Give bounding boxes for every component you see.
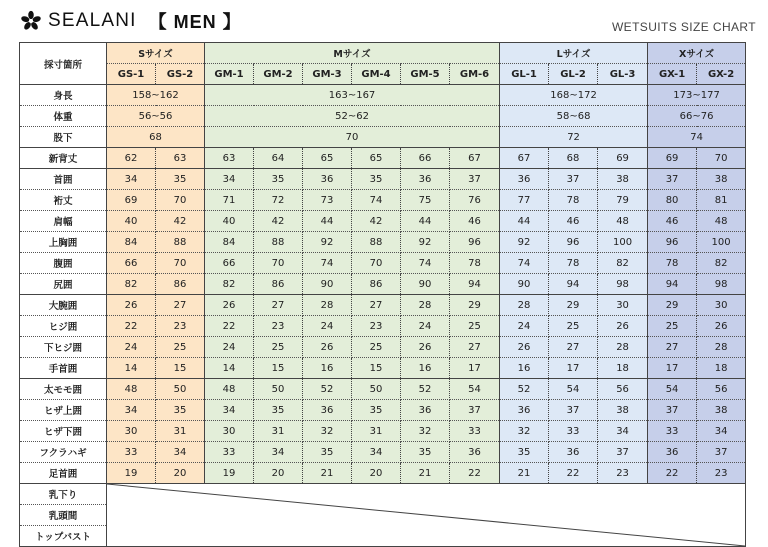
- measurement-value: 54: [450, 379, 500, 400]
- measurement-value: 31: [156, 421, 205, 442]
- measurement-value: 173~177: [648, 85, 746, 106]
- measurement-value: 23: [254, 316, 303, 337]
- model-header-row: [20, 64, 746, 85]
- measurement-value: 25: [549, 316, 598, 337]
- measurement-value: 18: [697, 358, 746, 379]
- measurement-row: [20, 127, 746, 148]
- measurement-label: 肩幅: [20, 211, 107, 232]
- measurement-value: 46: [549, 211, 598, 232]
- measurement-value: 22: [205, 316, 254, 337]
- measurement-value: 92: [401, 232, 450, 253]
- measurement-value: 17: [549, 358, 598, 379]
- measurement-point-header: 採寸箇所: [20, 43, 107, 85]
- brand-subtitle: 【 MEN 】: [148, 12, 242, 32]
- measurement-value: 37: [450, 169, 500, 190]
- model-header: GM-1: [205, 64, 254, 85]
- measurement-value: 70: [352, 253, 401, 274]
- measurement-value: 63: [156, 148, 205, 169]
- measurement-value: 36: [648, 442, 697, 463]
- measurement-value: 94: [450, 274, 500, 295]
- measurement-value: 66: [401, 148, 450, 169]
- measurement-value: 16: [303, 358, 352, 379]
- measurement-value: 23: [156, 316, 205, 337]
- measurement-value: 74: [401, 253, 450, 274]
- measurement-value: 26: [697, 316, 746, 337]
- measurement-value: 35: [401, 442, 450, 463]
- measurement-value: 19: [205, 463, 254, 484]
- measurement-row: [20, 421, 746, 442]
- measurement-value: 36: [450, 442, 500, 463]
- measurement-value: 76: [450, 190, 500, 211]
- measurement-value: 75: [401, 190, 450, 211]
- measurement-value: 52: [500, 379, 549, 400]
- measurement-row: [20, 106, 746, 127]
- measurement-value: 30: [107, 421, 156, 442]
- measurement-value: 86: [156, 274, 205, 295]
- page-header: [0, 0, 768, 40]
- measurement-value: 20: [254, 463, 303, 484]
- measurement-value: 27: [450, 337, 500, 358]
- measurement-value: 17: [450, 358, 500, 379]
- measurement-value: 70: [697, 148, 746, 169]
- measurement-value: 168~172: [500, 85, 648, 106]
- measurement-value: 37: [549, 400, 598, 421]
- measurement-value: 32: [401, 421, 450, 442]
- measurement-value: 35: [352, 400, 401, 421]
- measurement-label: 裄丈: [20, 190, 107, 211]
- measurement-label: 大腕囲: [20, 295, 107, 316]
- measurement-value: 40: [107, 211, 156, 232]
- measurement-value: 25: [450, 316, 500, 337]
- measurement-value: 34: [107, 169, 156, 190]
- measurement-value: 50: [254, 379, 303, 400]
- measurement-value: 80: [648, 190, 697, 211]
- measurement-value: 25: [648, 316, 697, 337]
- measurement-value: 82: [107, 274, 156, 295]
- measurement-value: 42: [156, 211, 205, 232]
- measurement-value: 35: [254, 169, 303, 190]
- measurement-value: 35: [156, 169, 205, 190]
- measurement-value: 48: [205, 379, 254, 400]
- model-header: GX-2: [697, 64, 746, 85]
- model-header: GM-3: [303, 64, 352, 85]
- measurement-value: 42: [352, 211, 401, 232]
- measurement-value: 48: [697, 211, 746, 232]
- measurement-value: 28: [303, 295, 352, 316]
- measurement-value: 28: [401, 295, 450, 316]
- measurement-value: 15: [352, 358, 401, 379]
- model-header: GS-1: [107, 64, 156, 85]
- measurement-row: [20, 379, 746, 400]
- measurement-value: 92: [500, 232, 549, 253]
- model-header: GM-5: [401, 64, 450, 85]
- measurement-value: 70: [156, 190, 205, 211]
- measurement-label: トップバスト: [20, 526, 107, 547]
- measurement-value: 52: [303, 379, 352, 400]
- measurement-value: 96: [549, 232, 598, 253]
- measurement-value: 26: [598, 316, 648, 337]
- measurement-value: 37: [450, 400, 500, 421]
- measurement-value: 30: [697, 295, 746, 316]
- measurement-value: 72: [254, 190, 303, 211]
- measurement-label: ヒザ下囲: [20, 421, 107, 442]
- measurement-value: 27: [156, 295, 205, 316]
- measurement-value: 26: [401, 337, 450, 358]
- measurement-value: 50: [352, 379, 401, 400]
- measurement-value: 62: [107, 148, 156, 169]
- measurement-value: 98: [697, 274, 746, 295]
- measurement-value: 66: [205, 253, 254, 274]
- measurement-value: 23: [598, 463, 648, 484]
- measurement-value: 28: [598, 337, 648, 358]
- measurement-value: 44: [303, 211, 352, 232]
- measurement-value: 69: [598, 148, 648, 169]
- measurement-row: [20, 400, 746, 421]
- measurement-value: 82: [598, 253, 648, 274]
- measurement-value: 27: [549, 337, 598, 358]
- measurement-value: 36: [549, 442, 598, 463]
- measurement-value: 15: [156, 358, 205, 379]
- measurement-label: 尻囲: [20, 274, 107, 295]
- measurement-value: 22: [648, 463, 697, 484]
- measurement-value: 26: [107, 295, 156, 316]
- measurement-value: 96: [450, 232, 500, 253]
- measurement-value: 24: [401, 316, 450, 337]
- measurement-row: [20, 274, 746, 295]
- measurement-value: 36: [303, 400, 352, 421]
- model-header: GX-1: [648, 64, 697, 85]
- measurement-value: 88: [352, 232, 401, 253]
- measurement-value: 38: [697, 169, 746, 190]
- measurement-value: 84: [107, 232, 156, 253]
- measurement-value: 29: [450, 295, 500, 316]
- measurement-label: 股下: [20, 127, 107, 148]
- measurement-value: 163~167: [205, 85, 500, 106]
- measurement-value: 70: [205, 127, 500, 148]
- measurement-value: 25: [156, 337, 205, 358]
- measurement-value: 36: [401, 169, 450, 190]
- measurement-value: 33: [648, 421, 697, 442]
- measurement-value: 58~68: [500, 106, 648, 127]
- measurement-value: 36: [303, 169, 352, 190]
- brand-name: SEALANI: [48, 10, 137, 31]
- measurement-value: 46: [648, 211, 697, 232]
- measurement-label: 首囲: [20, 169, 107, 190]
- measurement-value: 90: [303, 274, 352, 295]
- measurement-value: 29: [549, 295, 598, 316]
- measurement-value: 88: [254, 232, 303, 253]
- measurement-value: 17: [648, 358, 697, 379]
- measurement-value: 100: [697, 232, 746, 253]
- measurement-value: 27: [648, 337, 697, 358]
- measurement-value: 24: [107, 337, 156, 358]
- measurement-value: 100: [598, 232, 648, 253]
- measurement-label: 足首囲: [20, 463, 107, 484]
- chart-title: WETSUITS SIZE CHART: [611, 20, 756, 34]
- measurement-value: 35: [352, 169, 401, 190]
- measurement-value: 21: [500, 463, 549, 484]
- measurement-value: 68: [549, 148, 598, 169]
- measurement-value: 23: [352, 316, 401, 337]
- measurement-value: 88: [156, 232, 205, 253]
- model-header: GS-2: [156, 64, 205, 85]
- measurement-row: [20, 442, 746, 463]
- measurement-value: 33: [107, 442, 156, 463]
- sea-flower-logo-icon: [20, 10, 42, 32]
- measurement-value: 27: [254, 295, 303, 316]
- measurement-label: 手首囲: [20, 358, 107, 379]
- measurement-value: 35: [303, 442, 352, 463]
- measurement-label: ヒザ上囲: [20, 400, 107, 421]
- measurement-value: 31: [352, 421, 401, 442]
- measurement-value: 73: [303, 190, 352, 211]
- measurement-value: 37: [648, 400, 697, 421]
- measurement-row: [20, 169, 746, 190]
- measurement-value: 42: [254, 211, 303, 232]
- measurement-value: 82: [205, 274, 254, 295]
- model-header: GM-4: [352, 64, 401, 85]
- measurement-value: 35: [254, 400, 303, 421]
- measurement-value: 37: [598, 442, 648, 463]
- measurement-value: 48: [107, 379, 156, 400]
- measurement-value: 56: [697, 379, 746, 400]
- measurement-value: 84: [205, 232, 254, 253]
- measurement-value: 35: [500, 442, 549, 463]
- measurement-value: 71: [205, 190, 254, 211]
- measurement-value: 26: [500, 337, 549, 358]
- blank-entry-area: [107, 484, 746, 547]
- measurement-row: [20, 316, 746, 337]
- size-group-header: Xサイズ: [648, 43, 746, 64]
- measurement-value: 54: [549, 379, 598, 400]
- measurement-value: 66~76: [648, 106, 746, 127]
- measurement-value: 32: [303, 421, 352, 442]
- measurement-value: 16: [500, 358, 549, 379]
- measurement-value: 34: [598, 421, 648, 442]
- measurement-value: 72: [500, 127, 648, 148]
- measurement-value: 36: [500, 169, 549, 190]
- measurement-value: 70: [254, 253, 303, 274]
- measurement-row: [20, 232, 746, 253]
- measurement-value: 78: [549, 190, 598, 211]
- measurement-value: 52~62: [205, 106, 500, 127]
- model-header: GL-3: [598, 64, 648, 85]
- measurement-value: 34: [156, 442, 205, 463]
- measurement-value: 63: [205, 148, 254, 169]
- measurement-label: 下ヒジ囲: [20, 337, 107, 358]
- measurement-value: 96: [648, 232, 697, 253]
- measurement-value: 36: [401, 400, 450, 421]
- measurement-value: 67: [500, 148, 549, 169]
- measurement-value: 78: [549, 253, 598, 274]
- measurement-value: 65: [352, 148, 401, 169]
- measurement-value: 67: [450, 148, 500, 169]
- size-chart-table: [19, 42, 746, 547]
- measurement-label: 上胸囲: [20, 232, 107, 253]
- measurement-value: 33: [450, 421, 500, 442]
- measurement-value: 44: [500, 211, 549, 232]
- measurement-value: 28: [697, 337, 746, 358]
- measurement-value: 25: [254, 337, 303, 358]
- measurement-value: 34: [697, 421, 746, 442]
- measurement-value: 37: [648, 169, 697, 190]
- measurement-value: 37: [697, 442, 746, 463]
- measurement-value: 22: [450, 463, 500, 484]
- measurement-value: 50: [156, 379, 205, 400]
- measurement-value: 21: [401, 463, 450, 484]
- measurement-value: 78: [450, 253, 500, 274]
- model-header: GL-1: [500, 64, 549, 85]
- measurement-value: 21: [303, 463, 352, 484]
- measurement-value: 34: [254, 442, 303, 463]
- measurement-row: [20, 85, 746, 106]
- measurement-value: 26: [205, 295, 254, 316]
- measurement-row: [20, 190, 746, 211]
- measurement-value: 34: [107, 400, 156, 421]
- measurement-label: 腹囲: [20, 253, 107, 274]
- measurement-value: 94: [549, 274, 598, 295]
- measurement-value: 64: [254, 148, 303, 169]
- measurement-value: 22: [107, 316, 156, 337]
- blank-measurement-row: [20, 484, 746, 505]
- measurement-value: 40: [205, 211, 254, 232]
- measurement-value: 32: [500, 421, 549, 442]
- measurement-label: 乳下り: [20, 484, 107, 505]
- measurement-value: 20: [352, 463, 401, 484]
- size-group-header: Mサイズ: [205, 43, 500, 64]
- measurement-value: 86: [352, 274, 401, 295]
- measurement-value: 30: [598, 295, 648, 316]
- measurement-value: 98: [598, 274, 648, 295]
- measurement-row: [20, 295, 746, 316]
- measurement-value: 24: [500, 316, 549, 337]
- measurement-value: 48: [598, 211, 648, 232]
- measurement-value: 38: [598, 400, 648, 421]
- measurement-label: フクラハギ: [20, 442, 107, 463]
- measurement-value: 65: [303, 148, 352, 169]
- measurement-value: 74: [500, 253, 549, 274]
- measurement-label: ヒジ囲: [20, 316, 107, 337]
- diagonal-divider: [107, 484, 745, 546]
- measurement-value: 90: [401, 274, 450, 295]
- measurement-value: 66: [107, 253, 156, 274]
- measurement-value: 25: [352, 337, 401, 358]
- measurement-value: 27: [352, 295, 401, 316]
- measurement-value: 44: [401, 211, 450, 232]
- measurement-value: 94: [648, 274, 697, 295]
- measurement-value: 78: [648, 253, 697, 274]
- measurement-row: [20, 148, 746, 169]
- measurement-value: 68: [107, 127, 205, 148]
- measurement-label: 太モモ囲: [20, 379, 107, 400]
- measurement-value: 31: [254, 421, 303, 442]
- measurement-row: [20, 358, 746, 379]
- measurement-value: 70: [156, 253, 205, 274]
- measurement-value: 33: [549, 421, 598, 442]
- measurement-label: 乳頭間: [20, 505, 107, 526]
- measurement-label: 体重: [20, 106, 107, 127]
- measurement-value: 52: [401, 379, 450, 400]
- measurement-value: 38: [598, 169, 648, 190]
- measurement-row: [20, 337, 746, 358]
- measurement-value: 79: [598, 190, 648, 211]
- measurement-value: 54: [648, 379, 697, 400]
- measurement-value: 26: [303, 337, 352, 358]
- measurement-value: 81: [697, 190, 746, 211]
- measurement-value: 34: [205, 400, 254, 421]
- measurement-value: 38: [697, 400, 746, 421]
- brand: [20, 8, 242, 34]
- size-group-header: Lサイズ: [500, 43, 648, 64]
- model-header: GM-2: [254, 64, 303, 85]
- measurement-value: 19: [107, 463, 156, 484]
- measurement-row: [20, 463, 746, 484]
- measurement-value: 69: [648, 148, 697, 169]
- measurement-value: 35: [156, 400, 205, 421]
- measurement-row: [20, 211, 746, 232]
- measurement-value: 14: [107, 358, 156, 379]
- measurement-value: 34: [352, 442, 401, 463]
- measurement-value: 90: [500, 274, 549, 295]
- measurement-value: 22: [549, 463, 598, 484]
- size-group-header: Sサイズ: [107, 43, 205, 64]
- measurement-value: 46: [450, 211, 500, 232]
- measurement-value: 20: [156, 463, 205, 484]
- measurement-value: 34: [205, 169, 254, 190]
- measurement-value: 29: [648, 295, 697, 316]
- model-header: GL-2: [549, 64, 598, 85]
- measurement-value: 56~56: [107, 106, 205, 127]
- measurement-value: 16: [401, 358, 450, 379]
- measurement-value: 36: [500, 400, 549, 421]
- measurement-value: 18: [598, 358, 648, 379]
- measurement-row: [20, 253, 746, 274]
- measurement-value: 30: [205, 421, 254, 442]
- measurement-value: 15: [254, 358, 303, 379]
- measurement-label: 新背丈: [20, 148, 107, 169]
- measurement-value: 24: [303, 316, 352, 337]
- measurement-value: 24: [205, 337, 254, 358]
- measurement-value: 86: [254, 274, 303, 295]
- measurement-value: 74: [648, 127, 746, 148]
- measurement-value: 92: [303, 232, 352, 253]
- measurement-label: 身長: [20, 85, 107, 106]
- measurement-value: 69: [107, 190, 156, 211]
- model-header: GM-6: [450, 64, 500, 85]
- measurement-value: 37: [549, 169, 598, 190]
- measurement-value: 74: [352, 190, 401, 211]
- measurement-value: 77: [500, 190, 549, 211]
- measurement-value: 74: [303, 253, 352, 274]
- measurement-value: 33: [205, 442, 254, 463]
- measurement-value: 56: [598, 379, 648, 400]
- measurement-value: 28: [500, 295, 549, 316]
- measurement-value: 158~162: [107, 85, 205, 106]
- measurement-value: 23: [697, 463, 746, 484]
- size-group-header-row: [20, 43, 746, 64]
- measurement-value: 82: [697, 253, 746, 274]
- measurement-value: 14: [205, 358, 254, 379]
